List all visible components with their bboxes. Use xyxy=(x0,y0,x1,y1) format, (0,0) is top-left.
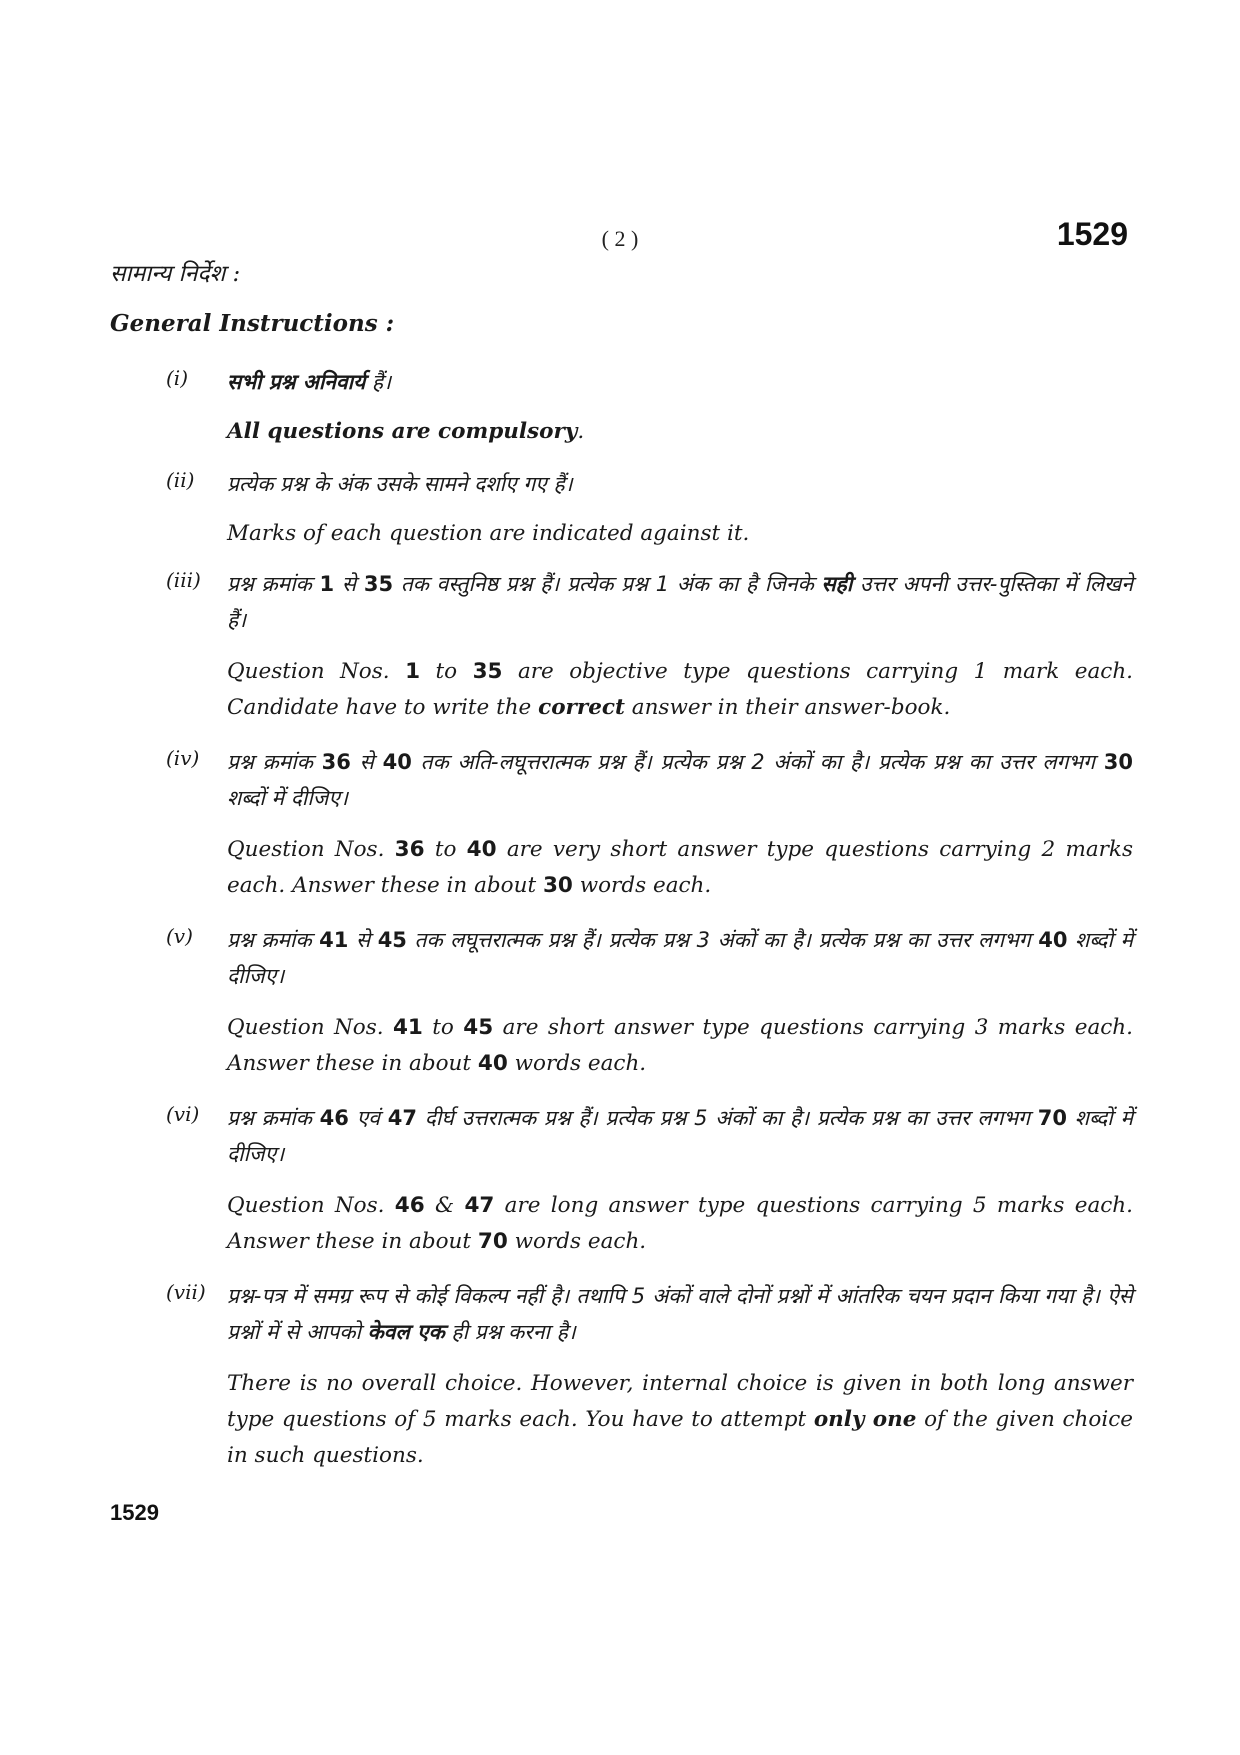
emphasis-text: सभी प्रश्न अनिवार्य xyxy=(227,370,366,394)
instruction-hindi xyxy=(227,1278,1133,1350)
emphasis-text: 30 xyxy=(542,873,573,898)
text-run: शब्दों में दीजिए। xyxy=(227,786,348,810)
text-run: are short answer type questions carrying 3 marks each. Answer these in about xyxy=(227,1015,1133,1076)
text-run: Question Nos. xyxy=(227,1015,393,1040)
text-run: answer in their answer-book. xyxy=(624,695,951,720)
text-run: प्रश्न क्रमांक xyxy=(227,1106,320,1130)
instruction-number: (iv) xyxy=(166,746,200,770)
instruction-hindi xyxy=(227,364,1133,400)
instruction-hindi xyxy=(227,744,1133,816)
text-run: से xyxy=(350,750,383,774)
emphasis-text: 36 xyxy=(394,837,425,862)
emphasis-text: 47 xyxy=(464,1193,495,1218)
instruction-number: (vii) xyxy=(166,1280,206,1304)
emphasis-text: 40 xyxy=(382,750,412,774)
instruction-hindi xyxy=(227,922,1133,994)
emphasis-text: 1 xyxy=(405,659,421,684)
emphasis-text: 40 xyxy=(466,837,497,862)
emphasis-text: सही xyxy=(821,572,853,596)
emphasis-text: 35 xyxy=(363,572,394,596)
emphasis-text: 30 xyxy=(1103,750,1134,774)
instruction-english xyxy=(227,1366,1133,1474)
emphasis-text: 1 xyxy=(319,572,335,596)
instruction-english xyxy=(227,1010,1133,1082)
text-run: to xyxy=(422,1015,464,1040)
instruction-number: (ii) xyxy=(166,468,195,492)
text-run: शब्दों में दीजिए। xyxy=(227,928,1134,988)
emphasis-text: 70 xyxy=(477,1229,508,1254)
instruction-number: (vi) xyxy=(166,1102,200,1126)
paper-code-bottom: 1529 xyxy=(110,1500,159,1525)
text-run: उत्तर अपनी उत्तर-पुस्तिका में लिखने हैं। xyxy=(227,572,1133,632)
text-run: are long answer type questions carrying 5 marks each. Answer these in about xyxy=(227,1193,1133,1254)
emphasis-text: 70 xyxy=(1037,1106,1068,1130)
text-run: से xyxy=(334,572,364,596)
text-run: Question Nos. xyxy=(227,837,395,862)
emphasis-text: 35 xyxy=(472,659,503,684)
text-run: शब्दों में दीजिए। xyxy=(227,1106,1134,1166)
heading-hindi: सामान्य निर्देश : xyxy=(110,261,241,287)
text-run: words each. xyxy=(572,873,712,898)
instruction-number: (v) xyxy=(166,924,193,948)
emphasis-text: 45 xyxy=(377,928,407,952)
emphasis-text: correct xyxy=(538,695,625,720)
emphasis-text: 36 xyxy=(321,750,351,774)
emphasis-text: 46 xyxy=(394,1193,425,1218)
instruction-english xyxy=(227,516,1133,552)
text-run: प्रश्न-पत्र में समग्र रूप से कोई विकल्प नहीं है। तथापि 5 अंकों वाले दोनों प्रश्नों में आंतरिक चयन प्रदान किया गया है। ऐसे प्रश्नों में से आपको xyxy=(227,1284,1133,1344)
text-run: प्रश्न क्रमांक xyxy=(227,572,320,596)
instruction-english xyxy=(227,832,1133,904)
emphasis-text: 40 xyxy=(477,1051,508,1076)
text-run: are objective type questions carrying 1 mark each. Candidate have to write the xyxy=(227,659,1133,720)
text-run: प्रश्न क्रमांक xyxy=(227,750,322,774)
emphasis-text: 41 xyxy=(319,928,349,952)
text-run: are very short answer type questions carrying 2 marks each. Answer these in about xyxy=(227,837,1133,898)
text-run: to xyxy=(420,659,473,684)
emphasis-text: 40 xyxy=(1038,928,1068,952)
text-run: of the given choice in such questions. xyxy=(227,1407,1133,1468)
text-run: Marks of each question are indicated against it. xyxy=(227,521,750,546)
text-run: एवं xyxy=(348,1106,388,1130)
instruction-hindi xyxy=(227,466,1133,502)
text-run: words each. xyxy=(507,1051,647,1076)
emphasis-text: All questions are compulsory xyxy=(227,419,578,444)
emphasis-text: केवल एक xyxy=(367,1320,445,1344)
text-run: Question Nos. xyxy=(227,659,406,684)
instruction-hindi xyxy=(227,566,1133,638)
instruction-number: (i) xyxy=(166,366,189,390)
emphasis-text: 47 xyxy=(387,1106,417,1130)
text-run: से xyxy=(348,928,378,952)
heading-english: General Instructions : xyxy=(110,310,395,337)
instruction-english xyxy=(227,1188,1133,1260)
text-run: प्रश्न क्रमांक xyxy=(227,928,320,952)
text-run: तक अति-लघूत्तरात्मक प्रश्न हैं। प्रत्येक प्रश्न 2 अंकों का है। प्रत्येक प्रश्न का उत्तर लगभग xyxy=(411,750,1104,774)
text-run: तक लघूत्तरात्मक प्रश्न हैं। प्रत्येक प्रश्न 3 अंकों का है। प्रत्येक प्रश्न का उत्तर लगभग xyxy=(406,928,1039,952)
instruction-number: (iii) xyxy=(166,568,201,592)
page-number: ( 2 ) xyxy=(601,226,639,251)
text-run: दीर्घ उत्तरात्मक प्रश्न हैं। प्रत्येक प्रश्न 5 अंकों का है। प्रत्येक प्रश्न का उत्तर लगभग xyxy=(416,1106,1038,1130)
text-run: There is no overall choice. However, internal choice is given in both long answer type questions of 5 marks each. You have to attempt xyxy=(227,1371,1133,1432)
emphasis-text: 41 xyxy=(392,1015,423,1040)
text-run: हैं। xyxy=(365,370,392,394)
emphasis-text: only one xyxy=(813,1407,917,1432)
text-run: तक वस्तुनिष्ठ प्रश्न हैं। प्रत्येक प्रश्न 1 अंक का है जिनके xyxy=(393,572,822,596)
text-run: . xyxy=(577,419,585,444)
paper-code-top: 1529 xyxy=(1056,216,1128,252)
instruction-english xyxy=(227,654,1133,726)
text-run: to xyxy=(424,837,467,862)
instruction-english xyxy=(227,414,1133,450)
text-run: Question Nos. xyxy=(227,1193,395,1218)
text-run: words each. xyxy=(507,1229,647,1254)
emphasis-text: 46 xyxy=(319,1106,349,1130)
text-run: ही प्रश्न करना है। xyxy=(444,1320,576,1344)
text-run: प्रत्येक प्रश्न के अंक उसके सामने दर्शाए गए हैं। xyxy=(227,472,573,496)
emphasis-text: 45 xyxy=(463,1015,494,1040)
instruction-hindi xyxy=(227,1100,1133,1172)
text-run: & xyxy=(424,1193,465,1218)
